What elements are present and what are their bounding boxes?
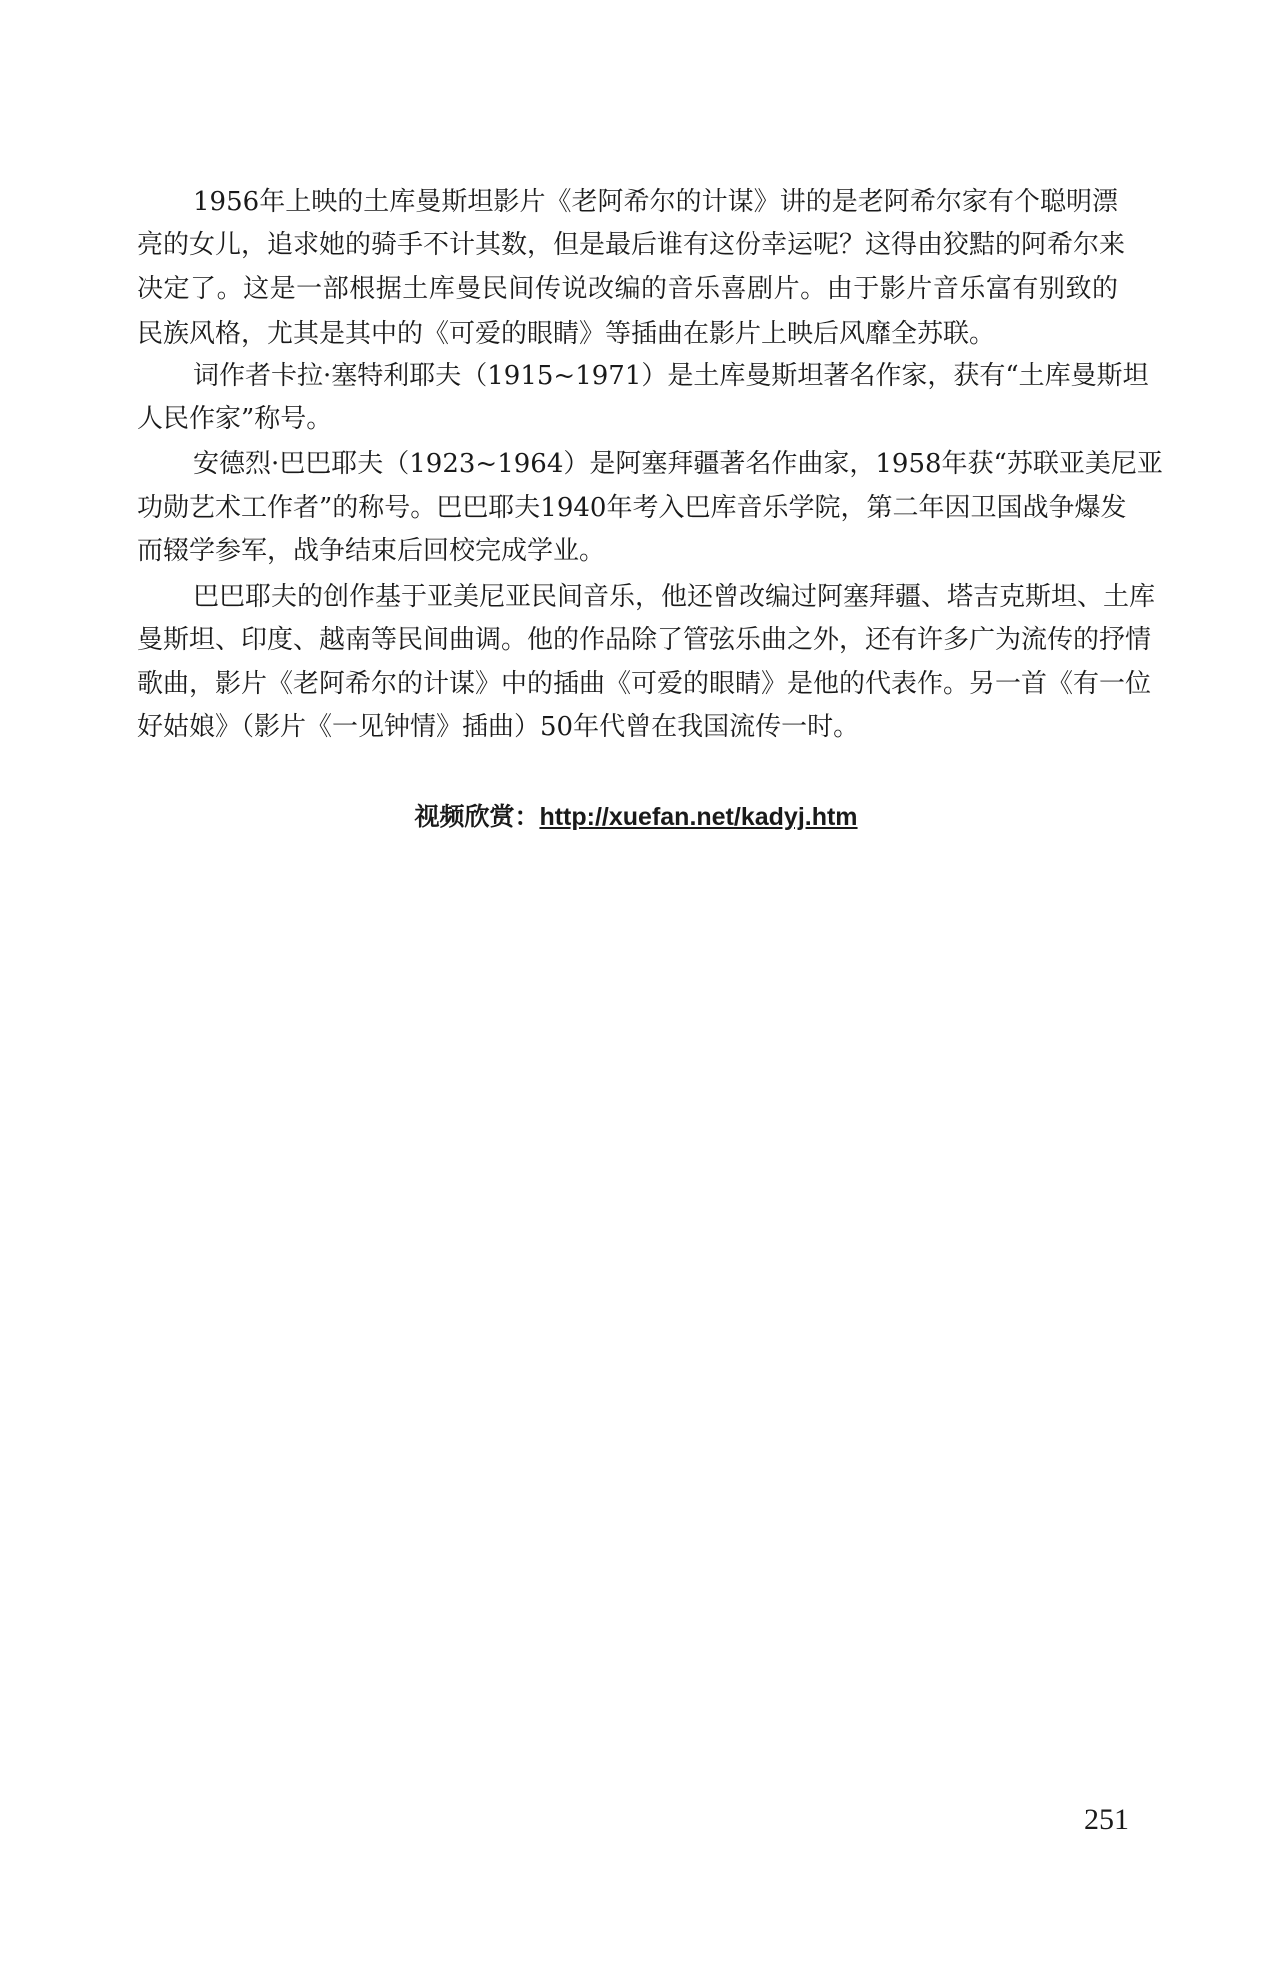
- text-line: 曼斯坦、印度、越南等民间曲调。他的作品除了管弦乐曲之外，还有许多广为流传的抒情: [137, 625, 1152, 655]
- video-label: 视频欣赏：: [414, 803, 540, 831]
- video-link-line: [0, 797, 1272, 833]
- text-line: 歌曲，影片《老阿希尔的计谋》中的插曲《可爱的眼睛》是他的代表作。另一首《有一位: [137, 669, 1152, 699]
- text-line: 巴巴耶夫的创作基于亚美尼亚民间音乐，他还曾改编过阿塞拜疆、塔吉克斯坦、土库: [193, 582, 1156, 612]
- text-line: 好姑娘》（影片《一见钟情》插曲）50年代曾在我国流传一时。: [137, 712, 860, 742]
- text-line: 人民作家”称号。: [137, 404, 333, 434]
- video-url-link[interactable]: http://xuefan.net/kadyj.htm: [539, 803, 858, 831]
- text-line: 亮的女儿，追求她的骑手不计其数，但是最后谁有这份幸运呢？这得由狡黠的阿希尔来: [137, 230, 1126, 260]
- page-number: 251: [1084, 1803, 1129, 1836]
- text-line: 而辍学参军，战争结束后回校完成学业。: [137, 536, 606, 566]
- text-line: 决定了。这是一部根据土库曼民间传说改编的音乐喜剧片。由于影片音乐富有别致的: [137, 274, 1118, 304]
- text-line: 词作者卡拉·塞特利耶夫（1915~1971）是土库曼斯坦著名作家，获有“土库曼斯坦: [193, 361, 1149, 391]
- text-line: 功勋艺术工作者”的称号。巴巴耶夫1940年考入巴库音乐学院，第二年因卫国战争爆发: [137, 493, 1127, 523]
- text-line: 1956年上映的土库曼斯坦影片《老阿希尔的计谋》讲的是老阿希尔家有个聪明漂: [193, 187, 1118, 217]
- text-line: 民族风格，尤其是其中的《可爱的眼睛》等插曲在影片上映后风靡全苏联。: [137, 319, 996, 349]
- text-line: 安德烈·巴巴耶夫（1923~1964）是阿塞拜疆著名作曲家，1958年获“苏联亚美尼亚: [193, 449, 1163, 479]
